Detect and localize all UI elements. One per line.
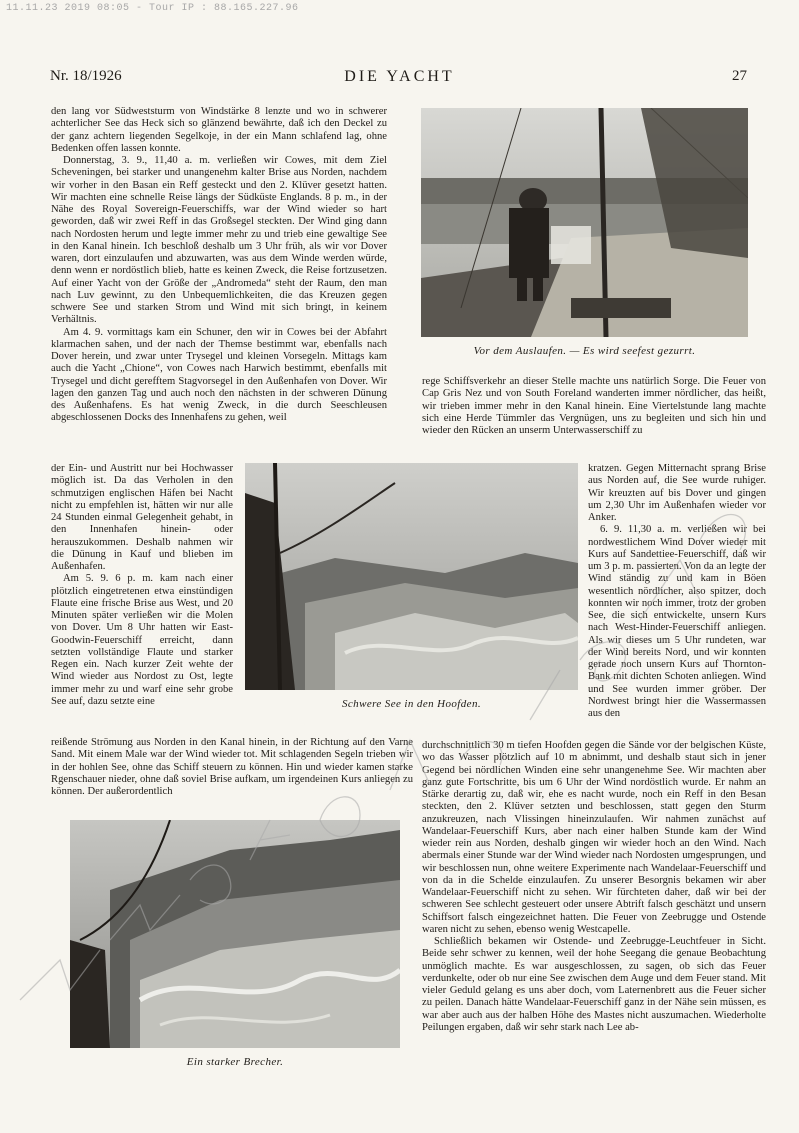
- left-column-top: [51, 106, 387, 463]
- figure-caption: Vor dem Auslaufen. — Es wird seefest gezurrt.: [473, 345, 696, 357]
- figure-caption: Ein starker Brecher.: [186, 1056, 284, 1068]
- paragraph: Am 5. 9. 6 p. m. kam nach einer plötzlich eingetretenen etwa einstündigen Flaute eine frische Brise aus West, und 20 Minuten später verließen wir die Molen von Dover. Um 8 Uhr hatten wir East-Goodwin-Feuerschiff erreicht, dann setzten vollständige Flaute und starker Regen ein. Nach kurzer Zeit wehte der Wind wieder aus Nordost zu Ost, legte immer mehr zu und warf eine sehr grobe See auf, dazu setzte eine: [51, 573, 233, 707]
- left-column-bottom: [51, 737, 413, 811]
- paragraph: Schließlich bekamen wir Ostende- und Zeebrugge-Leuchtfeuer in Sicht. Beide sehr schwer zu kennen, weil der hohe Seegang die genaue Beobachtung unmöglich machte. Es war ausgeschlossen, zu sagen, ob sich das Feuer verdunkelte, oder ob nur eine See zwischen dem Auge und dem Feuer stand. Mit vieler Geduld gelang es uns aber doch, vom Laternenbrett aus die Feuer sicher zu peilen. Danach hätte Wandelaar-Feuerschiff ganz in der Nähe sein müssen, es war aber auch aus der halben Höhe des Mastes nicht auszumachen. Wiederholte Peilungen ergaben, daß wir sehr stark nach Lee ab-: [422, 936, 766, 1033]
- heavy-sea-photo: [245, 463, 578, 690]
- paragraph: den lang vor Südweststurm von Windstärke 8 lenzte und wo in schwerer achterlicher See das Heck sich so glänzend bewährte, daß ich den Deckel zu der ganz achtern liegenden Segelkoje, in der ein Mann schlafend lag, ohne Bedenken offen lassen konnte.: [51, 106, 387, 154]
- paragraph: Am 4. 9. vormittags kam ein Schuner, den wir in Cowes bei der Abfahrt klarmachen sahen, und der nach der Themse bestimmt war, ebenfalls nach Dover herein, und zwar unter Trysegel und kleinen Vorsegeln. Mittags kam auch die Yacht „Chione“, von Cowes nach Harwich bestimmt, ebenfalls mit Trysegel und dicht gerefftem Stagvorsegel in den Außenhafen von Dover. Wir lagen den ganzen Tag und auch noch den nächsten in der schweren Dünung des Außenhafens. Es hat wenig Zweck, in die durch Seeschleusen abgeschlossenen Docks des Innenhafens zu gehen, weil: [51, 326, 387, 424]
- left-column-narrow: [51, 463, 233, 737]
- paragraph: reißende Strömung aus Norden in den Kanal hinein, in der Richtung auf den Varne Sand. Mit einem Male war der Wind wieder tot. Mit schlagenden Segeln trieben wir in der hohlen See, ohne das Schiff steuern zu können. Hin und wieder kamen starke Rgenschauer nieder, ohne daß soviel Brise aufkam, um irgendeinen Kurs anliegen zu können. Der außerordentlich: [51, 737, 413, 797]
- paragraph: durchschnittlich 30 m tiefen Hoofden gegen die Sände vor der belgischen Küste, wo das Wasser plötzlich auf 10 m abnimmt, und deshalb staut sich in jener Gegend bei nördlichen Winden eine sehr unangenehme See. Wir machten aber ganz gute Fortschritte, bis um 6 Uhr der Wind nordöstlich wurde. Er nahm an Stärke derartig zu, daß wir, ehe es nacht wurde, noch ein Reff in den Besan steckten, den 2. Klüver setzten und beschlossen, statt gegen den Sturm anzukreuzen, nach Vlissingen hineinzulaufen. Wir nahmen zunächst auf Wandelaar-Feuerschiff Kurs, aber nach einer halben Stunde kam der Wind wieder rein aus Norden, deshalb gingen wir wieder hoch an den Wind. Nach abermals einer Stunde war der Wind wieder nach Nordosten umgesprungen, und wir beschlossen nun, ohne weitere Experimente nach Wandelaar-Feuerschiff und von da in die Schelde einzulaufen. Zu unserer Besorgnis bekamen wir aber Wandelaar-Feuerschiff nicht zu sehen. Wir fürchteten daher, daß wir bei der schweren See schlecht gesteuert oder unsere Abtrift falsch geschätzt und unsern Schiffsort falsch eingezeichnet hatten. Die Feuer von Zeebrugge und Ostende waren nicht zu sehen, ebenso wenig Westcapelle.: [422, 740, 766, 935]
- deck-crew-photo: [421, 108, 748, 337]
- page-title: DIE YACHT: [344, 68, 455, 85]
- paragraph: Donnerstag, 3. 9., 11,40 a. m. verließen wir Cowes, mit dem Ziel Scheveningen, bei starker und unangenehm kalter Brise aus Norden, nachdem wir vorher in den Basan ein Reff gesteckt und den 2. Klüver gesetzt hatten. Wir machten eine schnelle Reise längs der Südküste Englands. 8 p. m., in der Nähe des Royal Sovereign-Feuerschiffs, war der Wind wieder so hart geworden, daß wir zwei Reff in das Großsegel steckten. Der Wind ging dann nach Nordosten herum und legte immer mehr zu und trieb eine gewaltige See in den Kanal hinein. Ich beschloß deshalb um 3 Uhr früh, als wir vor Dover waren, dort einzulaufen und abzuwarten, was aus dem Winde werden würde, denn wenn er nordöstlich blieb, hatte es keinen Zweck, die Reise fortzusetzen. Auf einer Yacht von der Größe der „Andromeda“ steht der Raum, den man nach Luv gewinnt, zu den Unbequemlichkeiten, die das Kreuzen gegen schwere See und starken Strom und Wind mit sich bringt, in keinem Verhältnis.: [51, 155, 387, 326]
- figure-caption: Schwere See in den Hoofden.: [342, 698, 481, 710]
- page-number: 27: [732, 68, 747, 84]
- right-column-top: [422, 376, 766, 463]
- paragraph: 6. 9. 11,30 a. m. verließen wir bei nordwestlichem Wind Dover wieder mit Kurs auf Sandettiee-Feuerschiff, daß wir um 3 p. m. passierten. Von da an legte der Wind ständig zu und kam in Böen wesentlich nördlicher, also spitzer, doch konnten wir noch immer, trotz der groben See, die sich entwickelte, unsern Kurs nach West-Hinder-Feuerschiff anliegen. Als wir dieses um 5 Uhr rundeten, war der Wind bereits Nord, und wir konnten gerade noch unsern Kurs auf Thornton-Bank mit dichten Schoten anliegen. Wind und See wurden immer gröber. Der Nordwest bringt hier die Wassermassen aus den: [588, 524, 766, 719]
- breaker-photo: [70, 820, 400, 1048]
- scan-stamp: 11.11.23 2019 08:05 - Tour IP : 88.165.227.96: [6, 3, 299, 14]
- right-column-bottom: [422, 740, 766, 1062]
- right-column-narrow: [588, 463, 766, 738]
- paragraph: der Ein- und Austritt nur bei Hochwasser möglich ist. Da das Verholen in den schmutzigen englischen Häfen bei Nacht nicht zu empfehlen ist, hätten wir nur alle 24 Stunden einmal Gelegenheit gehabt, in den Innenhafen hinein- oder herauszukommen. Deshalb nahmen wir die Dünung in Kauf und blieben im Außenhafen.: [51, 463, 233, 572]
- paragraph: kratzen. Gegen Mitternacht sprang Brise aus Norden auf, die See wurde ruhiger. Wir kreuzten auf bis Dover und gingen um 2,30 Uhr im Außenhafen wieder vor Anker.: [588, 463, 766, 523]
- paragraph: rege Schiffsverkehr an dieser Stelle machte uns natürlich Sorge. Die Feuer von Cap Gris Nez und von South Foreland wanderten immer nördlicher, das heißt, wir trieben immer mehr in den Kanal hinein. Eine Viertelstunde lang machte sich eine Herde Tümmler das Vergnügen, uns zu begleiten und sich hin und wieder den Rücken an unserm Unterwasserschiff zu: [422, 376, 766, 436]
- issue-number: Nr. 18/1926: [50, 68, 122, 84]
